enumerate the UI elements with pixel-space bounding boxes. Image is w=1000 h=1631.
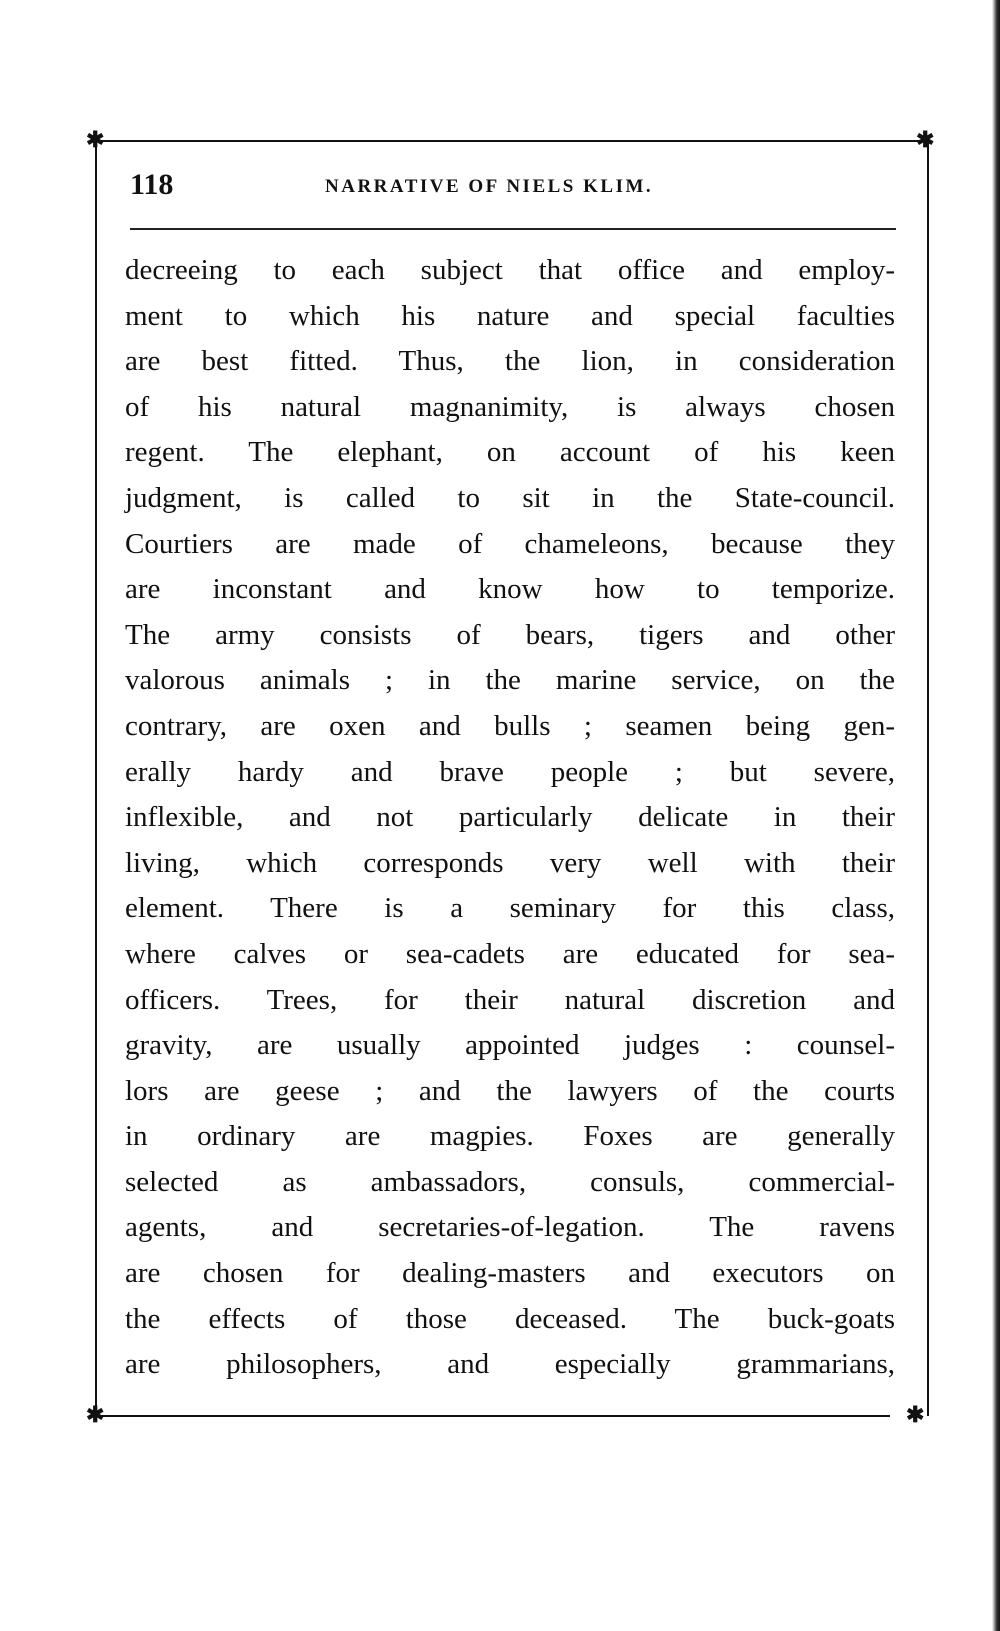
text-line: regent. The elephant, on account of his keen — [125, 436, 895, 469]
text-line: valorous animals ; in the marine service, on the — [125, 664, 895, 697]
corner-star-icon: ✱ — [916, 127, 935, 153]
border-bottom-rule — [90, 1415, 890, 1417]
text-line: where calves or sea-cadets are educated for sea- — [125, 937, 895, 970]
text-line: erally hardy and brave people ; but severe, — [125, 755, 895, 788]
border-top-rule — [95, 140, 927, 142]
text-line: the effects of those deceased. The buck-goats — [125, 1302, 895, 1335]
text-line: The army consists of bears, tigers and other — [125, 618, 895, 651]
text-line: of his natural magnanimity, is always chosen — [125, 390, 895, 423]
text-line: judgment, is called to sit in the State-council. — [125, 481, 895, 514]
text-line: officers. Trees, for their natural discretion and — [125, 983, 895, 1016]
corner-star-icon: ✱ — [86, 1402, 105, 1428]
text-line: are chosen for dealing-masters and executors on — [125, 1257, 895, 1290]
text-line: are philosophers, and especially grammarians, — [125, 1348, 895, 1381]
text-line: lors are geese ; and the lawyers of the courts — [125, 1074, 895, 1107]
body-text — [125, 248, 895, 1388]
text-line: gravity, are usually appointed judges : counsel- — [125, 1029, 895, 1062]
running-title: NARRATIVE OF NIELS KLIM. — [325, 176, 654, 197]
page-number: 118 — [130, 168, 174, 201]
corner-star-icon: ✱ — [86, 127, 105, 153]
text-line: selected as ambassadors, consuls, commercial- — [125, 1165, 895, 1198]
page-edge-shadow — [992, 0, 1000, 1631]
text-line: are inconstant and know how to temporize. — [125, 573, 895, 606]
text-line: in ordinary are magpies. Foxes are generally — [125, 1120, 895, 1153]
text-line: are best fitted. Thus, the lion, in consideration — [125, 345, 895, 378]
header-rule — [130, 228, 896, 230]
text-line: decreeing to each subject that office and employ- — [125, 254, 895, 286]
text-line: living, which corresponds very well with their — [125, 846, 895, 879]
text-line: contrary, are oxen and bulls ; seamen being gen- — [125, 709, 895, 742]
text-line: element. There is a seminary for this class, — [125, 892, 895, 925]
text-line: ment to which his nature and special faculties — [125, 299, 895, 332]
text-line: inflexible, and not particularly delicate in their — [125, 801, 895, 834]
text-line: Courtiers are made of chameleons, because they — [125, 527, 895, 560]
text-line: agents, and secretaries-of-legation. The ravens — [125, 1211, 895, 1244]
corner-star-icon: ✱ — [906, 1402, 925, 1428]
